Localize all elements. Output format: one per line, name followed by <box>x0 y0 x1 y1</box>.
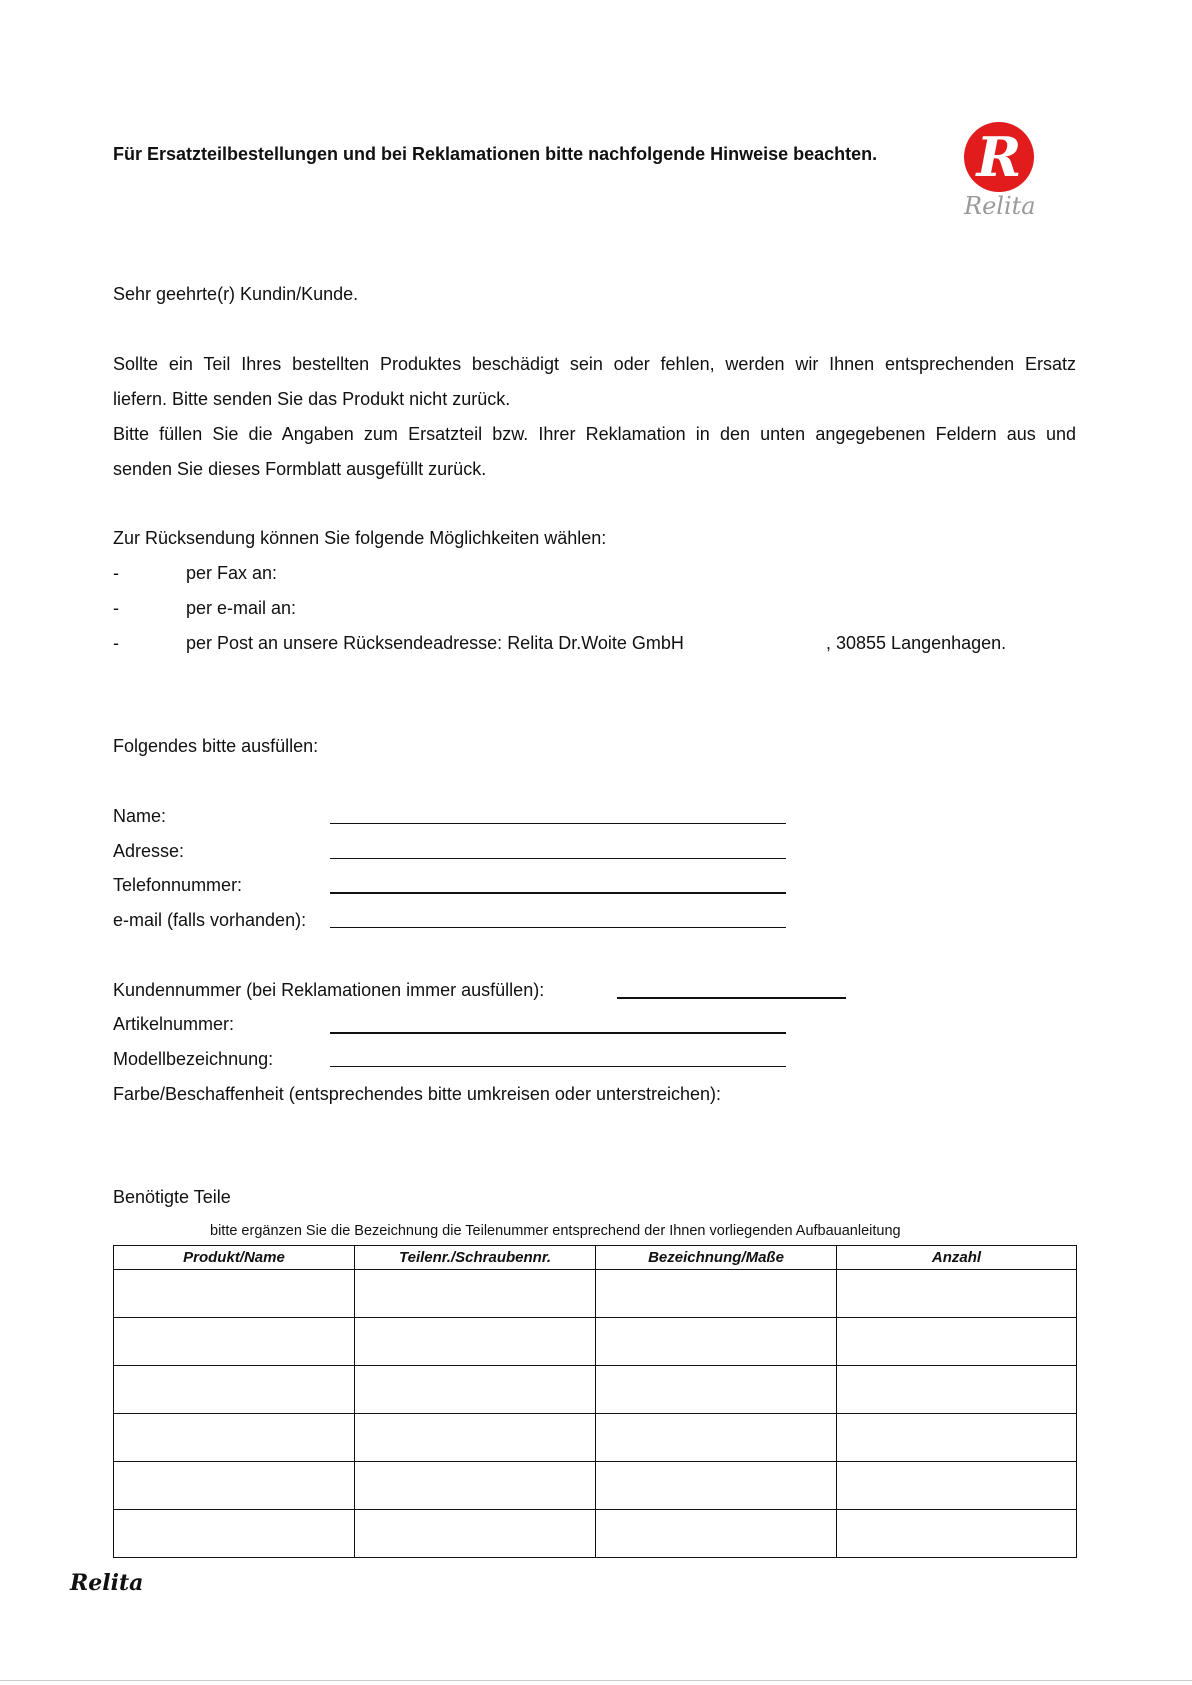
table-cell-product[interactable] <box>114 1414 355 1462</box>
table-cell-quantity[interactable] <box>837 1414 1077 1462</box>
return-option-post: per Post an unsere Rücksendeadresse: Relita Dr.Woite GmbH <box>186 633 684 653</box>
table-cell-description[interactable] <box>596 1510 837 1558</box>
paragraph-1-line-2: liefern. Bitte senden Sie das Produkt nicht zurück. <box>113 389 511 409</box>
column-header-description: Bezeichnung/Maße <box>596 1246 837 1270</box>
table-cell-quantity[interactable] <box>837 1462 1077 1510</box>
column-header-product: Produkt/Name <box>114 1246 355 1270</box>
table-cell-product[interactable] <box>114 1462 355 1510</box>
phone-field-line[interactable] <box>330 892 786 894</box>
relita-logo <box>964 122 1036 220</box>
bullet-dash: - <box>113 563 119 583</box>
paragraph-2-line-2: senden Sie dieses Formblatt ausgefüllt zurück. <box>113 459 487 479</box>
parts-heading: Benötigte Teile <box>113 1187 231 1207</box>
email-label: e-mail (falls vorhanden): <box>113 910 307 930</box>
table-row <box>114 1414 1077 1462</box>
table-row <box>114 1510 1077 1558</box>
table-cell-part-number[interactable] <box>355 1318 596 1366</box>
parts-table-body <box>114 1270 1077 1558</box>
table-row <box>114 1366 1077 1414</box>
table-cell-product[interactable] <box>114 1510 355 1558</box>
return-option-post-city: , 30855 Langenhagen. <box>826 633 1007 653</box>
table-cell-product[interactable] <box>114 1270 355 1318</box>
table-cell-description[interactable] <box>596 1318 837 1366</box>
paragraph-1-line-1: Sollte ein Teil Ihres bestellten Produktes beschädigt sein oder fehlen, werden wir Ihnen entsprechenden Ersatz <box>113 354 1076 374</box>
paragraph-2-line-1: Bitte füllen Sie die Angaben zum Ersatzteil bzw. Ihrer Reklamation in den unten angegebenen Feldern aus und <box>113 424 1076 444</box>
bullet-dash: - <box>113 633 119 653</box>
name-field-line[interactable] <box>330 823 786 824</box>
column-header-part-number: Teilenr./Schraubennr. <box>355 1246 596 1270</box>
parts-table <box>113 1245 1077 1558</box>
table-cell-description[interactable] <box>596 1270 837 1318</box>
table-cell-part-number[interactable] <box>355 1462 596 1510</box>
page-bottom-rule <box>0 1680 1192 1681</box>
email-field-line[interactable] <box>330 927 786 928</box>
customer-number-label: Kundennummer (bei Reklamationen immer ausfüllen): <box>113 980 545 1000</box>
table-cell-description[interactable] <box>596 1366 837 1414</box>
color-label: Farbe/Beschaffenheit (entsprechendes bitte umkreisen oder unterstreichen): <box>113 1084 722 1104</box>
page-title: Für Ersatzteilbestellungen und bei Reklamationen bitte nachfolgende Hinweise beachten. <box>113 144 878 164</box>
footer-relita-logo: Relita <box>70 1570 144 1596</box>
column-header-quantity: Anzahl <box>837 1246 1077 1270</box>
model-label: Modellbezeichnung: <box>113 1049 274 1069</box>
address-field-line[interactable] <box>330 858 786 859</box>
salutation: Sehr geehrte(r) Kundin/Kunde. <box>113 284 359 304</box>
address-label: Adresse: <box>113 841 185 861</box>
article-number-label: Artikelnummer: <box>113 1014 235 1034</box>
table-row <box>114 1270 1077 1318</box>
table-cell-description[interactable] <box>596 1462 837 1510</box>
table-cell-quantity[interactable] <box>837 1318 1077 1366</box>
phone-label: Telefonnummer: <box>113 875 243 895</box>
model-field-line[interactable] <box>330 1066 786 1067</box>
article-number-field-line[interactable] <box>330 1032 786 1034</box>
return-option-email: per e-mail an: <box>186 598 297 618</box>
bullet-dash: - <box>113 598 119 618</box>
parts-note: bitte ergänzen Sie die Bezeichnung die Teilenummer entsprechend der Ihnen vorliegenden Aufbauanleitung <box>210 1223 901 1239</box>
relita-logo-wordmark: Relita <box>964 192 1036 220</box>
table-cell-quantity[interactable] <box>837 1366 1077 1414</box>
table-cell-product[interactable] <box>114 1366 355 1414</box>
table-row <box>114 1318 1077 1366</box>
return-options-heading: Zur Rücksendung können Sie folgende Möglichkeiten wählen: <box>113 528 607 548</box>
table-cell-product[interactable] <box>114 1318 355 1366</box>
table-row <box>114 1462 1077 1510</box>
customer-number-field-line[interactable] <box>617 997 846 999</box>
table-cell-part-number[interactable] <box>355 1414 596 1462</box>
relita-logo-mark: R <box>964 122 1034 192</box>
table-cell-quantity[interactable] <box>837 1270 1077 1318</box>
return-option-fax: per Fax an: <box>186 563 278 583</box>
table-cell-quantity[interactable] <box>837 1510 1077 1558</box>
name-label: Name: <box>113 806 167 826</box>
form-heading: Folgendes bitte ausfüllen: <box>113 736 319 756</box>
table-header-row <box>114 1246 1077 1270</box>
table-cell-part-number[interactable] <box>355 1510 596 1558</box>
table-cell-part-number[interactable] <box>355 1270 596 1318</box>
table-cell-description[interactable] <box>596 1414 837 1462</box>
table-cell-part-number[interactable] <box>355 1366 596 1414</box>
